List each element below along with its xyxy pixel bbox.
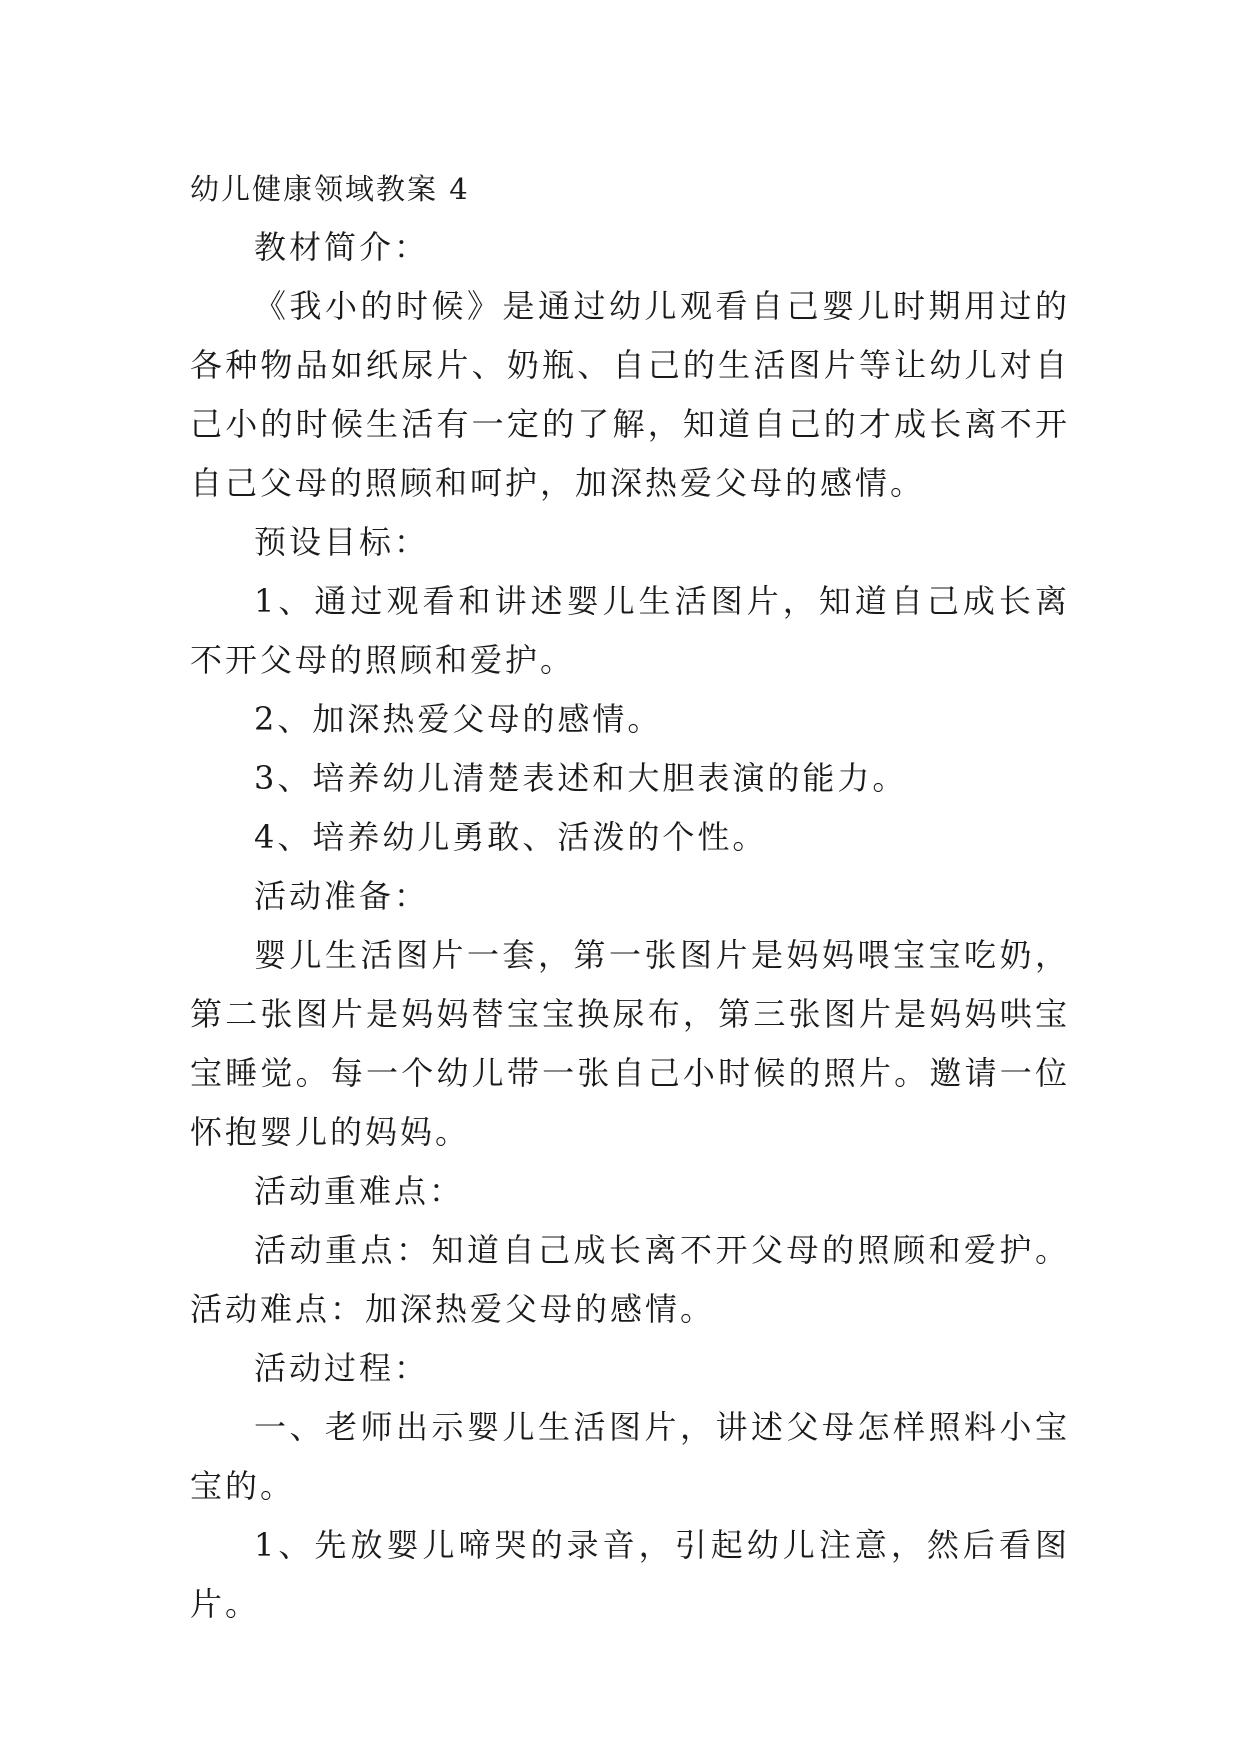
paragraph-materials-body: 《我小的时候》是通过幼儿观看自己婴儿时期用过的各种物品如纸尿片、奶瓶、自己的生活图片等让幼儿对自己小的时候生活有一定的了解，知道自己的才成长离不开自己父母的照顾和呵护，加深热爱父母的感情。: [190, 287, 1070, 502]
paragraph-process-heading: 活动过程：: [254, 1349, 430, 1387]
paragraph-goal-2: 2、加深热爱父母的感情。: [254, 700, 663, 738]
paragraph-goals-heading: 预设目标：: [254, 523, 430, 561]
paragraph-goal-3: 3、培养幼儿清楚表述和大胆表演的能力。: [254, 759, 908, 797]
paragraph-preparation-body: 婴儿生活图片一套，第一张图片是妈妈喂宝宝吃奶，第二张图片是妈妈替宝宝换尿布，第三张图片是妈妈哄宝宝睡觉。每一个幼儿带一张自己小时候的照片。邀请一位怀抱婴儿的妈妈。: [190, 936, 1070, 1151]
paragraph-keypoints-heading: 活动重难点：: [254, 1172, 465, 1210]
paragraph-goal-1: 1、通过观看和讲述婴儿生活图片，知道自己成长离不开父母的照顾和爱护。: [190, 582, 1070, 679]
document-title: 幼儿健康领域教案 4: [190, 172, 470, 206]
paragraph-process-step-1: 一、老师出示婴儿生活图片，讲述父母怎样照料小宝宝的。: [190, 1408, 1070, 1505]
paragraph-process-substep-1: 1、先放婴儿啼哭的录音，引起幼儿注意，然后看图片。: [190, 1526, 1070, 1623]
paragraph-keypoints-body: 活动重点：知道自己成长离不开父母的照顾和爱护。活动难点：加深热爱父母的感情。: [190, 1231, 1070, 1328]
paragraph-materials-heading: 教材简介：: [254, 228, 430, 266]
paragraph-preparation-heading: 活动准备：: [254, 877, 430, 915]
paragraph-goal-4: 4、培养幼儿勇敢、活泼的个性。: [254, 818, 768, 856]
document-body: [190, 160, 1070, 1634]
